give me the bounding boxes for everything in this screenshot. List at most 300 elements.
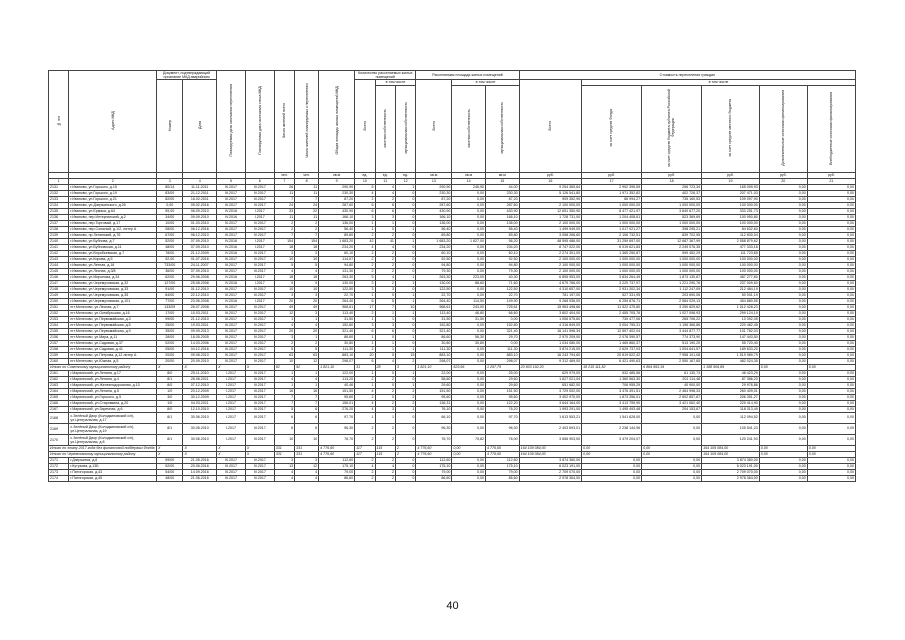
cell: III.2017 (245, 423, 274, 434)
column-number-cell-10: 10 (355, 178, 375, 184)
cell: 06.12.2016 (183, 226, 217, 232)
cell: 263,30 (319, 274, 355, 280)
cell: 2 (274, 340, 294, 346)
address-cell: г.Иваново, пр.Ленинский, д.76 (69, 232, 157, 238)
cell: III.2017 (217, 220, 246, 226)
cell: 67/00 (157, 232, 183, 238)
cell: 25.11.2010 (183, 370, 217, 376)
cell: 0 (395, 328, 415, 334)
cell: 735 160,53 (642, 196, 702, 202)
cell: I.2017 (245, 238, 274, 244)
cell: 3 656 903,00 (519, 434, 581, 445)
cell: 527 331,95 (582, 292, 642, 298)
cell: 1 297,75 (485, 364, 519, 370)
cell: 0 (375, 334, 395, 340)
cell: 0,00 (807, 292, 855, 298)
row-number: 2154 (49, 322, 69, 328)
row-number: 2142 (49, 250, 69, 256)
cell: 22.12.2010 (183, 292, 217, 298)
cell: 0,00 (807, 238, 855, 244)
cell: 2 978 364,00 (702, 475, 760, 481)
cell: 0,00 (807, 196, 855, 202)
cell: 21.05.2016 (183, 457, 217, 463)
cell: 4 (274, 268, 294, 274)
cell: 276,20 (319, 406, 355, 412)
cell: 1 000 000,00 (582, 256, 642, 262)
cell: 0,00 (759, 286, 807, 292)
cell: X (157, 451, 183, 457)
cell: 24 (274, 202, 294, 208)
cell: 117 (355, 451, 375, 457)
cell: 1 000 000,00 (582, 268, 642, 274)
cell: 1 821,10 (416, 364, 452, 370)
cell: 0,00 (759, 423, 807, 434)
cell: 523,66 (452, 364, 486, 370)
cell: 0,00 (807, 280, 855, 286)
table-row (49, 412, 856, 423)
cell: 0 (375, 394, 395, 400)
address-cell: г.Иваново, ул.Воробьевская, д.7 (69, 250, 157, 256)
cell: 0,00 (759, 334, 807, 340)
cell: 100 000,00 (702, 262, 760, 268)
cell: 3 729 002,00 (519, 388, 581, 394)
cell: 0 (395, 202, 415, 208)
cell: IV.2017 (245, 334, 274, 340)
cell: 0,00 (807, 286, 855, 292)
cell: 20 (295, 328, 319, 334)
cell: 0,00 (759, 412, 807, 423)
row-number: 2158 (49, 346, 69, 352)
cell: 02/00 (157, 340, 183, 346)
column-number-cell-4: 4 (183, 178, 217, 184)
cell: 3 476 491,51 (582, 388, 642, 394)
cell: 2 (355, 256, 375, 262)
cell: IV.2017 (245, 220, 274, 226)
cell: 26 (274, 184, 294, 190)
cell: IV.2017 (245, 310, 274, 316)
cell: 2 (375, 196, 395, 202)
unit-cell-18: руб. (642, 172, 702, 178)
cell: 2 274 301,00 (519, 250, 581, 256)
cell: 1 627 021,04 (519, 376, 581, 382)
cell: 0 (395, 423, 415, 434)
col-header-doc-date: Дата (183, 80, 217, 172)
cell: I.2017 (217, 412, 246, 423)
cell: 1 (355, 226, 375, 232)
cell: 0,00 (807, 256, 855, 262)
cell: 2 (355, 475, 375, 481)
cell: I.2017 (245, 214, 274, 220)
cell: 86,60 (319, 475, 355, 481)
cell: 1 (395, 280, 415, 286)
cell: 0,00 (759, 226, 807, 232)
cell: 26.07.2008 (183, 304, 217, 310)
cell: 430,90 (485, 208, 519, 214)
cell: 89,80 (416, 232, 452, 238)
address-cell: г.Иваново, ул.Лесная, д.3/8 (69, 268, 157, 274)
cell: 11 (274, 190, 294, 196)
unit-cell-8: чел. (295, 172, 319, 178)
cell: 52/00 (157, 238, 183, 244)
cell: 17/00 (157, 310, 183, 316)
cell: 88,60 (452, 280, 486, 286)
cell: 122,50 (319, 286, 355, 292)
row-number: 2139 (49, 232, 69, 238)
cell: 1 027 098,93 (642, 310, 702, 316)
cell: I.2017 (217, 406, 246, 412)
cell: 7 (274, 400, 294, 406)
cell: 2 (355, 262, 375, 268)
cell: 08/00 (157, 226, 183, 232)
cell: 82/00 (157, 196, 183, 202)
cell: 4 (375, 463, 395, 469)
cell: 3 (274, 250, 294, 256)
cell: 256 723,34 (642, 184, 702, 190)
cell: 31,50 (452, 316, 486, 322)
cell: 1 (355, 412, 375, 423)
cell: 40,30 (485, 274, 519, 280)
cell: 3 (355, 214, 375, 220)
cell: 122,20 (485, 400, 519, 406)
cell: 117 (355, 445, 375, 451)
col-header-rooms-total: Всего (355, 80, 375, 172)
cell: 0 (395, 376, 415, 382)
cell: 166,10 (416, 214, 452, 220)
address-cell: пгт.Мелехово, ул.Первомайская, д.9 (69, 328, 157, 334)
cell: 19.03.2011 (183, 322, 217, 328)
cell: 59/00 (157, 457, 183, 463)
cell: 11 (295, 214, 319, 220)
cell: 95,60 (319, 394, 355, 400)
cell: 0,00 (807, 328, 855, 334)
cell: 0,00 (452, 226, 486, 232)
cell: 0,00 (642, 463, 702, 469)
cell: IV.2017 (245, 346, 274, 352)
cell: 774 373,90 (642, 334, 702, 340)
cell: 101 782,03 (702, 328, 760, 334)
address-cell: г.Иваново, ул.Черемуховская, д.32 (69, 280, 157, 286)
col-header-cost-total: Всего (519, 80, 581, 172)
cell: 10 (295, 256, 319, 262)
cell: 1 221 290,76 (642, 280, 702, 286)
cell: 0,00 (452, 423, 486, 434)
cell: 0,00 (452, 352, 486, 358)
cell: 0,00 (807, 406, 855, 412)
cell: 112 830,04 (702, 232, 760, 238)
cell: 0,00 (759, 364, 807, 370)
address-cell: пгт.Мелехово, ул.Октябрьская, д.16 (69, 310, 157, 316)
cell: 206 351,27 (702, 394, 760, 400)
cell: 50 001,19 (702, 292, 760, 298)
cell: 237 009,60 (702, 280, 760, 286)
table-row (49, 423, 856, 434)
cell: 4 (295, 475, 319, 481)
cell: 24.11.2007 (183, 262, 217, 268)
cell: 3 058 266,60 (519, 232, 581, 238)
cell: 1 (274, 316, 294, 322)
cell: I.2017 (217, 434, 246, 445)
cell: 0,00 (452, 376, 486, 382)
cell: IV.2016 (217, 208, 246, 214)
cell: 97,70 (485, 412, 519, 423)
cell: 0,00 (759, 376, 807, 382)
cell: IV.2017 (245, 304, 274, 310)
cell: IV.2017 (245, 190, 274, 196)
summary-label: Итого по Советскому муниципальному району (49, 364, 157, 370)
cell: 92 (274, 364, 294, 370)
cell: 333 251,73 (702, 208, 760, 214)
cell: 482 024,35 (702, 358, 760, 364)
cell: 20 (274, 328, 294, 334)
cell: IV.2017 (245, 475, 274, 481)
cell: 1 873 130,87 (642, 274, 702, 280)
cell: 0,00 (807, 412, 855, 423)
address-cell: с.Зелёный Двор (Колодкиновский с/п), ул.Центральная, д.19 (69, 423, 157, 434)
cell: 0,00 (759, 328, 807, 334)
cell: 79,30 (485, 268, 519, 274)
cell: 0 (375, 292, 395, 298)
cell: 0,00 (759, 346, 807, 352)
cell: 430,90 (416, 208, 452, 214)
cell: 3 (375, 322, 395, 328)
address-cell: г.Мариинский, ул.Заречная, д.6 (69, 406, 157, 412)
cell: 1 (395, 238, 415, 244)
cell: 0,00 (452, 196, 486, 202)
cell: 0,00 (642, 457, 702, 463)
cell: 2 (395, 388, 415, 394)
cell: 20/00 (157, 352, 183, 358)
cell: 1 012 428,23 (702, 304, 760, 310)
cell: III.2017 (245, 250, 274, 256)
cell: 20.09.2010 (183, 358, 217, 364)
cell: 10 (295, 286, 319, 292)
cell: 0,00 (582, 445, 642, 451)
cell: 151,50 (485, 388, 519, 394)
cell: 0,00 (759, 292, 807, 298)
column-number-cell-18: 18 (642, 178, 702, 184)
cell: 149,90 (485, 298, 519, 304)
address-cell: г.Иваново, ул.Дзержинского, д.26 (69, 202, 157, 208)
cell: 76,00 (485, 434, 519, 445)
column-number-cell-14: 14 (452, 178, 486, 184)
cell: 8/0 (157, 406, 183, 412)
row-number: 2157 (49, 340, 69, 346)
column-number-cell-17: 17 (582, 178, 642, 184)
cell: III.2017 (245, 388, 274, 394)
cell: 4 (295, 469, 319, 475)
cell: 3 220 737,97 (582, 280, 642, 286)
cell: 16 141 596,34 (519, 328, 581, 334)
cell: III.2017 (217, 340, 246, 346)
cell: 0,00 (759, 370, 807, 376)
cell: 8/0 (157, 370, 183, 376)
cell: 151,50 (319, 388, 355, 394)
column-number-cell-2: 2 (69, 178, 157, 184)
cell: I.2017 (217, 382, 246, 388)
cell: 6 421 490,63 (582, 358, 642, 364)
cell: 1 196 366,86 (642, 322, 702, 328)
cell: 42 (355, 238, 375, 244)
cell: 3 (295, 250, 319, 256)
cell: 2 (395, 394, 415, 400)
cell: 4 (375, 190, 395, 196)
cell: 0,00 (807, 220, 855, 226)
cell: 1 683,20 (416, 238, 452, 244)
cell: 263,30 (416, 274, 452, 280)
cell: 26.06.2011 (183, 376, 217, 382)
row-number: 2140 (49, 238, 69, 244)
cell: 120 241,93 (702, 434, 760, 445)
cell: 781 197,00 (519, 292, 581, 298)
cell: 1/0 (157, 400, 183, 406)
cell: 1 000 000,00 (582, 262, 642, 268)
cell: 3 (395, 364, 415, 370)
cell: 1 (274, 382, 294, 388)
cell: 3 644 164,00 (519, 400, 581, 406)
address-cell: г.Дзержинск, д.6 (69, 457, 157, 463)
cell: 56,40 (319, 226, 355, 232)
cell: 968,61 (416, 304, 452, 310)
cell: 1 112 247,09 (642, 286, 702, 292)
cell: 36/00 (157, 268, 183, 274)
address-cell: г.Иваново, ул.Черемуховская, д.33 (69, 286, 157, 292)
cell: 8/1 (157, 412, 183, 423)
cell: 11 (295, 184, 319, 190)
cell: 0,00 (759, 184, 807, 190)
column-number-cell-19: 19 (702, 178, 760, 184)
cell: 71,60 (485, 280, 519, 286)
cell: 0,00 (452, 475, 486, 481)
cell: 133/09 (157, 304, 183, 310)
cell: IV.2017 (245, 358, 274, 364)
cell: 6 (355, 328, 375, 334)
cell: 21.12.2010 (183, 316, 217, 322)
cell: 131,30 (319, 268, 355, 274)
cell: 60,10 (485, 250, 519, 256)
cell: 86,60 (319, 334, 355, 340)
cell: 0,00 (807, 434, 855, 445)
cell: IV.2017 (245, 232, 274, 238)
table-body (49, 184, 856, 481)
cell: 1 (395, 382, 415, 388)
cell: 4 (355, 190, 375, 196)
cell: 883,10 (416, 352, 452, 358)
cell: 2 100 000,00 (519, 268, 581, 274)
cell: 599 452,29 (642, 250, 702, 256)
cell: 0,00 (807, 376, 855, 382)
cell: 105 541,23 (702, 423, 760, 434)
cell: III.2017 (245, 202, 274, 208)
cell: 0,00 (759, 268, 807, 274)
cell: 207 471,03 (702, 190, 760, 196)
cell: III.2017 (217, 358, 246, 364)
cell: 3 479 204,07 (582, 434, 642, 445)
cell: 24 (295, 202, 319, 208)
cell: III.2017 (217, 334, 246, 340)
cell: 6 023 191,00 (519, 463, 581, 469)
cell: III.2017 (245, 434, 274, 445)
cell: 118 313,49 (702, 406, 760, 412)
column-number-cell-8: 8 (295, 178, 319, 184)
col-header-residents: Число жителей всего (274, 71, 294, 173)
cell: 0,00 (807, 445, 855, 451)
cell: 1 683,20 (319, 238, 355, 244)
cell: 2 (355, 232, 375, 238)
cell: 12 (295, 463, 319, 469)
col-header-cost-fund: за счет средств Фонда (582, 85, 642, 172)
cell: X (245, 364, 274, 370)
cell: 1 (395, 346, 415, 352)
cell: I.2017 (217, 370, 246, 376)
col-header-rooms-private: частная собственность (375, 85, 395, 172)
cell: 5 (274, 262, 294, 268)
col-header-cost-incl: в том числе (582, 80, 856, 85)
cell: 264,40 (416, 298, 452, 304)
cell: 0,00 (452, 457, 486, 463)
cell: 4 (375, 358, 395, 364)
cell: 0,00 (759, 244, 807, 250)
row-number: 2131 (49, 184, 69, 190)
cell: 1 (355, 382, 375, 388)
cell: 18.05.2005 (183, 334, 217, 340)
row-number: 2165 (49, 394, 69, 400)
cell: I.2017 (245, 298, 274, 304)
cell: 112,60 (485, 457, 519, 463)
cell: 2 (355, 196, 375, 202)
cell: 92,50 (416, 256, 452, 262)
cell: 203 690,06 (642, 292, 702, 298)
cell: 1 000 000,00 (642, 256, 702, 262)
cell: 111,30 (319, 346, 355, 352)
cell: 0,00 (642, 434, 702, 445)
col-header-doc-number: Номер (157, 80, 183, 172)
cell: III.2017 (217, 286, 246, 292)
cell: 136,00 (485, 220, 519, 226)
cell: 246,90 (452, 184, 486, 190)
cell: 01.07.2016 (183, 256, 217, 262)
cell: 175,10 (416, 463, 452, 469)
cell: 10 (395, 304, 415, 310)
unit-cell-15: кв.м (485, 172, 519, 178)
cell: 20 819 522,42 (582, 352, 642, 358)
unit-cell-17: руб. (582, 172, 642, 178)
cell: 2 249 076,35 (642, 244, 702, 250)
cell: 0,00 (807, 394, 855, 400)
cell: 5 126 541,80 (519, 190, 581, 196)
cell: IV.2016 (217, 280, 246, 286)
cell: 2 100 000,00 (519, 256, 581, 262)
cell: 91/00 (157, 286, 183, 292)
cell: 3 (274, 457, 294, 463)
cell: 01.03.2010 (183, 220, 217, 226)
cell: 2 (375, 376, 395, 382)
cell: 264,40 (319, 298, 355, 304)
cell: 89,80 (485, 232, 519, 238)
cell: 1 360 563,30 (582, 376, 642, 382)
cell: 0,00 (759, 358, 807, 364)
cell: IV.2016 (217, 250, 246, 256)
cell: 0,00 (759, 220, 807, 226)
cell: 84 632,60 (702, 226, 760, 232)
cell: 100 000,00 (702, 202, 760, 208)
cell: 1 017 021,27 (582, 226, 642, 232)
cell: 156,01 (319, 400, 355, 406)
cell: 0,00 (807, 190, 855, 196)
cell: 114,50 (452, 298, 486, 304)
cell: 3 834 264,49 (582, 274, 642, 280)
unit-cell-9: кв.м (319, 172, 355, 178)
cell: 1 (395, 274, 415, 280)
